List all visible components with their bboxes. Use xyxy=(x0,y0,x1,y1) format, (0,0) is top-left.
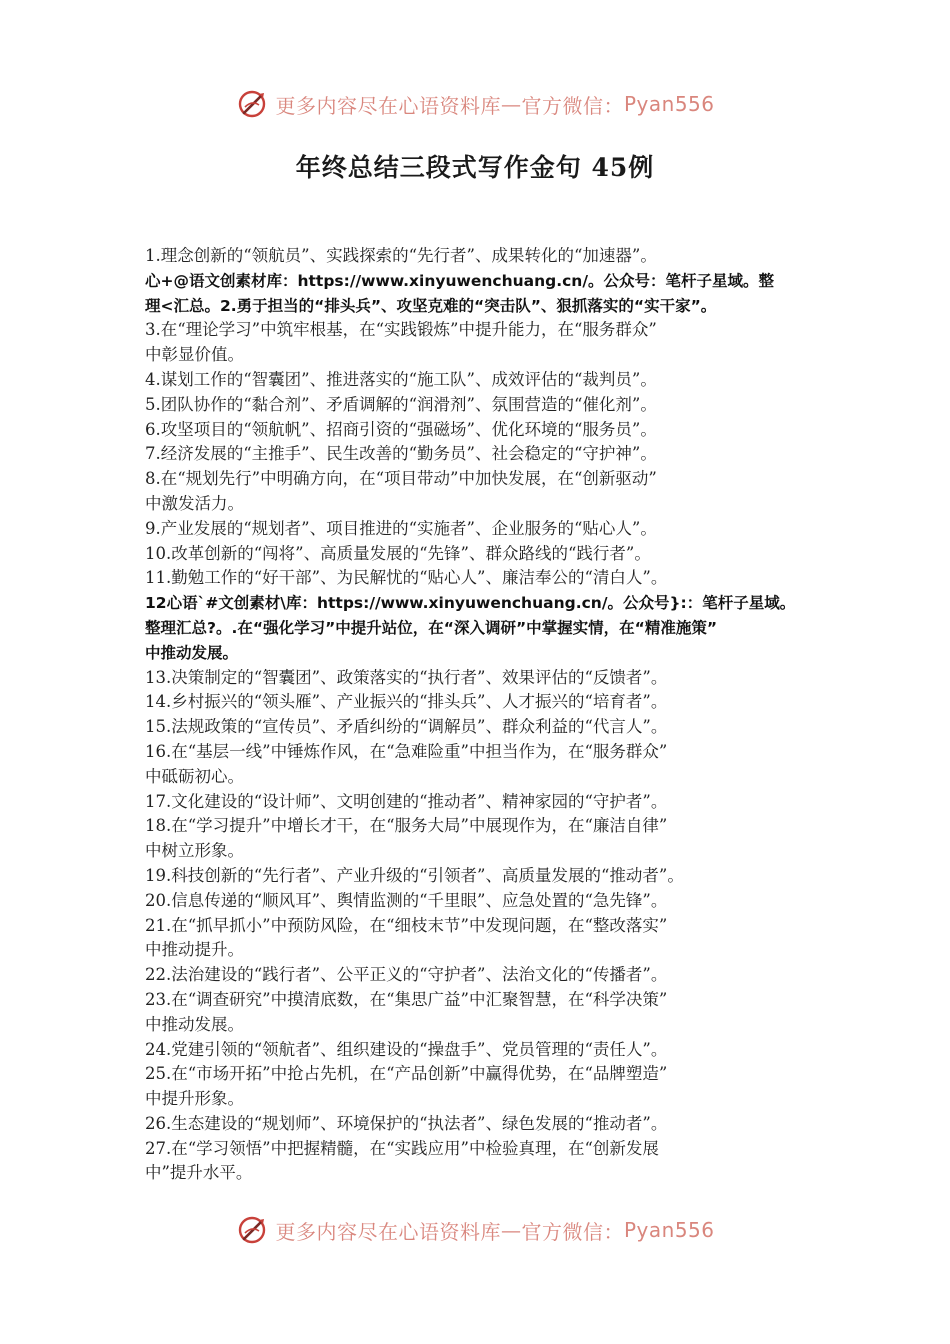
text-line: 10.改革创新的“闯将”、高质量发展的“先锋”、群众路线的“践行者”。 xyxy=(145,543,651,563)
text-line: 18.在“学习提升”中增长才干，在“服务大局”中展现作为，在“廉洁自律” xyxy=(145,816,668,836)
text-line: 7.经济发展的“主推手”、民生改善的“勤务员”、社会稳定的“守护神”。 xyxy=(145,444,657,464)
text-line: 8.在“规划先行”中明确方向，在“项目带动”中加快发展，在“创新驱动” xyxy=(145,469,657,489)
watermark-footer xyxy=(0,1210,950,1250)
text-line: 26.生态建设的“规划师”、环境保护的“执法者”、绿色发展的“推动者”。 xyxy=(145,1113,668,1133)
text-line: 6.攻坚项目的“领航帆”、招商引资的“强磁场”、优化环境的“服务员”。 xyxy=(145,419,657,439)
text-line: 15.法规政策的“宣传员”、矛盾纠纷的“调解员”、群众利益的“代言人”。 xyxy=(145,717,668,737)
text-line: 23.在“调查研究”中摸清底数，在“集思广益”中汇聚智慧，在“科学决策” xyxy=(145,989,668,1009)
watermark-label: 官方微信： xyxy=(521,1219,624,1244)
watermark-label: 官方微信： xyxy=(521,93,624,118)
text-line: 14.乡村振兴的“领头雁”、产业振兴的“排头兵”、人才振兴的“培育者”。 xyxy=(145,692,668,712)
text-line: 21.在“抓早抓小”中预防风险，在“细枝末节”中发现问题，在“整改落实” xyxy=(145,915,668,935)
text-line: 22.法治建设的“践行者”、公平正义的“守护者”、法治文化的“传播者”。 xyxy=(145,965,668,985)
text-line: 1.理念创新的“领航员”、实践探索的“先行者”、成果转化的“加速器”。 xyxy=(145,246,657,265)
watermark-header xyxy=(0,84,950,124)
text-line: 中激发活力。 xyxy=(145,493,244,513)
watermark-separator: — xyxy=(500,92,522,116)
text-line: 19.科技创新的“先行者”、产业升级的“引领者”、高质量发展的“推动者”。 xyxy=(145,865,684,885)
watermark-text: 更多内容尽在心语资料库 xyxy=(275,1219,501,1244)
text-line: 中推动提升。 xyxy=(145,940,244,960)
text-line: 24.党建引领的“领航者”、组织建设的“操盘手”、党员管理的“责任人”。 xyxy=(145,1039,668,1059)
text-line: 心+@语文创素材库：https://www.xinyuwenchuang.cn/。公众号：笔杆子星域。整 xyxy=(145,271,775,290)
text-line: 中彰显价值。 xyxy=(145,345,244,365)
text-line: 5.团队协作的“黏合剂”、矛盾调解的“润滑剂”、氛围营造的“催化剂”。 xyxy=(145,394,657,414)
pen-logo-icon xyxy=(235,86,271,122)
watermark-separator: — xyxy=(500,1218,522,1242)
text-line: 中提升形象。 xyxy=(145,1089,244,1109)
text-line: 4.谋划工作的“智囊团”、推进落实的“施工队”、成效评估的“裁判员”。 xyxy=(145,369,657,389)
text-line: 中”提升水平。 xyxy=(145,1163,253,1183)
text-line: 3.在“理论学习”中筑牢根基，在“实践锻炼”中提升能力，在“服务群众” xyxy=(145,320,657,340)
text-line: 理<汇总。2.勇于担当的“排头兵”、攻坚克难的“突击队”、狠抓落实的“实干家”。 xyxy=(145,296,717,315)
text-line: 中推动发展。 xyxy=(145,1014,244,1034)
text-line: 9.产业发展的“规划者”、项目推进的“实施者”、企业服务的“贴心人”。 xyxy=(145,518,657,538)
text-line: 中砥砺初心。 xyxy=(145,766,244,786)
document-title: 年终总结三段式写作金句 45例 xyxy=(295,153,655,182)
text-line: 中推动发展。 xyxy=(145,643,239,662)
text-line: 27.在“学习领悟”中把握精髓，在“实践应用”中检验真理，在“创新发展 xyxy=(145,1138,659,1158)
text-line: 16.在“基层一线”中锤炼作风，在“急难险重”中担当作为，在“服务群众” xyxy=(145,741,668,761)
pen-logo-icon xyxy=(235,1212,271,1248)
text-line: 25.在“市场开拓”中抢占先机，在“产品创新”中赢得优势，在“品牌塑造” xyxy=(145,1064,668,1084)
document-body xyxy=(145,244,825,1186)
text-line: 20.信息传递的“顺风耳”、舆情监测的“千里眼”、应急处置的“急先锋”。 xyxy=(145,890,668,910)
watermark-account: Pyan556 xyxy=(623,92,715,116)
text-line: 17.文化建设的“设计师”、文明创建的“推动者”、精神家园的“守护者”。 xyxy=(145,791,668,811)
text-line: 整理汇总?。.在“强化学习”中提升站位，在“深入调研”中掌握实情，在“精准施策” xyxy=(145,618,718,637)
watermark-text: 更多内容尽在心语资料库 xyxy=(275,93,501,118)
text-line: 12心语`#文创素材\库：https://www.xinyuwenchuang.cn/。公众号}:：笔杆子星域。 xyxy=(145,594,796,613)
text-line: 13.决策制定的“智囊团”、政策落实的“执行者”、效果评估的“反馈者”。 xyxy=(145,667,668,687)
text-line: 中树立形象。 xyxy=(145,841,244,861)
watermark-account: Pyan556 xyxy=(623,1218,715,1242)
text-line: 11.勤勉工作的“好干部”、为民解忧的“贴心人”、廉洁奉公的“清白人”。 xyxy=(145,568,668,588)
